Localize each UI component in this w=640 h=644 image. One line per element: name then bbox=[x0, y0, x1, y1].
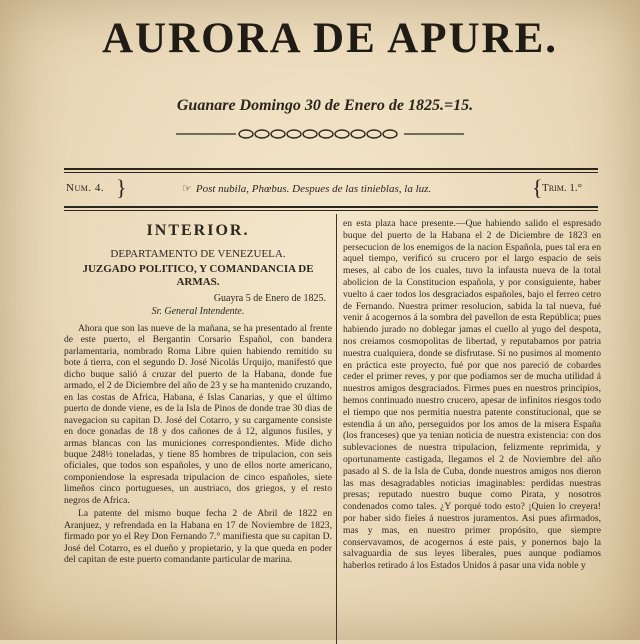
column-divider bbox=[336, 214, 337, 644]
left-paragraph-1: Ahora que son las nueve de la mañana, se ha presentado al frente de este puerto, el Bergantin Corsario Español, con bandera parlamentaria, nombrado Roma Libre quien habiendo remitido su bote á tierra, con el segundo D. José Nicolás Urquijo, manifestó que dicho buque salió á cruzar del puerto de la Habana, donde fue armado, el 2 de Diciembre del año de 23 y se ha mantenido cruzando, en las costas de Africa, Habana, é Islas Canarias, y que el último puerto de donde viene, es de la Isla de Pinos de donde trae 30 dias de navegacion su capitan D. José del Cotarro, y su cargamente consiste en doce gonadas de 18 y dos cañones de á 12, algunos fusiles, y armas blancas con las municiones correspondientes. Mide dicho buque 248½ toneladas, y tiene 85 hombres de tripulacion, con seis oficiales, que todos son españoles, y uno de ellos norte americano, componiendose la espresada tripulacion de cinco españoles, siete limeños cinco portugueses, un austriaco, dos griegos, y el resto negros de Africa. bbox=[64, 323, 332, 506]
left-column bbox=[64, 218, 332, 566]
rule-bottom-thin bbox=[64, 210, 598, 211]
motto-text: Post nubila, Phœbus. Despues de las tinieblas, la luz. bbox=[195, 183, 432, 195]
section-title: INTERIOR. bbox=[146, 222, 250, 239]
masthead-title: AURORA DE APURE. bbox=[101, 15, 559, 62]
department-heading: DEPARTAMENTO DE VENEZUELA. bbox=[110, 248, 286, 260]
trimester: Trim. 1.° bbox=[542, 182, 582, 194]
rule-top bbox=[64, 168, 598, 170]
motto bbox=[182, 182, 431, 195]
issue-number: Num. 4. bbox=[66, 182, 105, 194]
salutation: Sr. General Intendente. bbox=[151, 306, 245, 317]
brace-right: { bbox=[532, 175, 543, 200]
brace-left: } bbox=[116, 175, 127, 200]
rule-bottom bbox=[64, 206, 598, 208]
dateline: Guanare Domingo 30 de Enero de 1825.=15. bbox=[176, 97, 474, 114]
right-column bbox=[343, 218, 601, 572]
rule-top-thin bbox=[64, 172, 598, 173]
right-paragraph-1: en esta plaza hace presente.—Que habiendo salido el espresado buque del puerto de la Habana el 2 de Diciembre de 1823 en persecucion de los enemigos de la nacion Española, pues tal era en aquel tiempo, verificó su crucero por el largo espacio de seis meses, al cabo de los cuales, tuvo la infausta nueva de la total abolicion de la Constitucion española, y por consiguiente, haber vuelto á caer todos los desgraciados españoles, bajo el ferreo cetro de Fernando. Nuestra primer resolucion, sabida la tal nueva, fué venir á acogernos á la sombra del pavellon de esta República; pues habiendo jurado no doblegar jamas el cuello al yugo del despota, nos creiamos cosmopolitas de libertad, y reputabamos por patria nuestra cualquiera, donde se disfrutase. Si no pusimos al momento en práctica este proyecto, fué por que nos pareció de cobardes ceder el primer reves, y por que podiamos ser de mucha utilidad á nuestros amigos desgraciados. Firmes pues en nuestros principios, hemos continuado nuestro crucero, apesar de infinitos riesgos todo el tiempo que nos permitia nuestra patente constitucional, que se estendia á un año, perseguidos por los amos de la misera España (los franceses) que ya tenian noticia de nuestra existencia: con dos sublevaciones de nuestra tripulacion, felizmente reprimida, y oportunamente castigada, llegamos el 2 de Noviembre del año pasado al S. de la Isla de Cuba, donde nuestros amigos nos dieron las mas desagradables noticias imaginables: perdidas nuestras presas; reputado nuestro buque como Pirata, y nosotros condenados como tales. ¿Y porqué todo esto? ¡Quien lo creyera! por haber sido fieles á nuestros juramentos. Asi pues afirmados, mas y mas, en nuestro primer propósito, que siempre conservavamos, de acogernos á este pais, y ponernos bajo la salvaguardia de sus leyes liberales, pues aunque podiamos haberlos retirado á los Estados Unidos á pasar una vida noble y bbox=[343, 218, 601, 572]
ornament-divider bbox=[176, 126, 464, 142]
place-date: Guayra 5 de Enero de 1825. bbox=[213, 293, 326, 304]
office-heading: JUZGADO POLITICO, Y COMANDANCIA DE ARMAS. bbox=[82, 263, 314, 288]
pointing-hand-icon: ☞ bbox=[182, 183, 192, 195]
issue-subhead bbox=[64, 175, 598, 200]
left-paragraph-2: La patente del mismo buque fecha 2 de Abril de 1822 en Aranjuez, y refrendada en la Habana en 17 de Noviembre de 1823, firmado por yo el Rey Don Fernando 7.° manifiesta que su capitan D. José del Cotarro, es el dueño y propietario, y la que queda en poder del capitan de este puerto comandante particular de marina. bbox=[64, 508, 332, 566]
